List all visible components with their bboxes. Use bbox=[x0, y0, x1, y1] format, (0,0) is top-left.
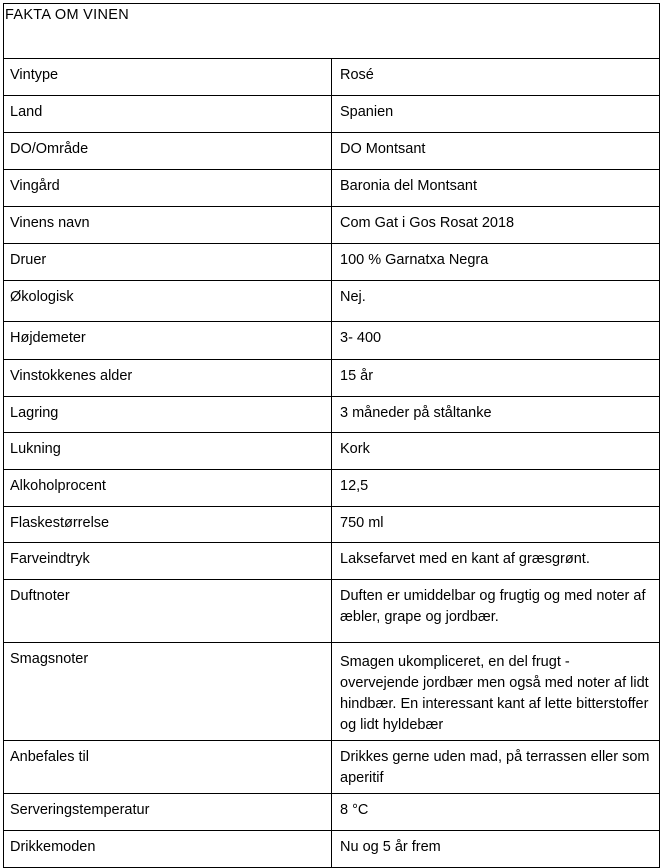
row-label: Anbefales til bbox=[4, 741, 332, 794]
row-value: Kork bbox=[332, 433, 660, 470]
row-value: 3 måneder på ståltanke bbox=[332, 397, 660, 433]
row-serveringstemperatur bbox=[4, 794, 660, 831]
row-value: 100 % Garnatxa Negra bbox=[332, 244, 660, 281]
row-label: Lukning bbox=[4, 433, 332, 470]
row-value: Laksefarvet med en kant af græsgrønt. bbox=[332, 543, 660, 580]
row-label: Lagring bbox=[4, 397, 332, 433]
row-vinens-navn bbox=[4, 207, 660, 244]
row-value: 8 °C bbox=[332, 794, 660, 831]
row-value: Nej. bbox=[332, 281, 660, 322]
row-smagsnoter bbox=[4, 643, 660, 741]
row-value: Nu og 5 år frem bbox=[332, 831, 660, 868]
row-hoejdemeter bbox=[4, 322, 660, 360]
row-label: Druer bbox=[4, 244, 332, 281]
row-label: Serveringstemperatur bbox=[4, 794, 332, 831]
row-label: Flaskestørrelse bbox=[4, 507, 332, 543]
row-value: Com Gat i Gos Rosat 2018 bbox=[332, 207, 660, 244]
row-value: Drikkes gerne uden mad, på terrassen eller som aperitif bbox=[332, 741, 660, 794]
row-land bbox=[4, 96, 660, 133]
row-value: Duften er umiddelbar og frugtig og med noter af æbler, grape og jordbær. bbox=[332, 580, 660, 643]
wine-facts-sheet bbox=[3, 3, 660, 868]
row-label: Vinstokkenes alder bbox=[4, 360, 332, 397]
row-label: Land bbox=[4, 96, 332, 133]
title-row bbox=[4, 4, 660, 59]
row-do-omraade bbox=[4, 133, 660, 170]
row-vingaard bbox=[4, 170, 660, 207]
row-label: Vingård bbox=[4, 170, 332, 207]
row-druer bbox=[4, 244, 660, 281]
row-value: 15 år bbox=[332, 360, 660, 397]
row-label: Farveindtryk bbox=[4, 543, 332, 580]
row-label: Økologisk bbox=[4, 281, 332, 322]
row-label: DO/Område bbox=[4, 133, 332, 170]
row-label: Alkoholprocent bbox=[4, 470, 332, 507]
row-value: 12,5 bbox=[332, 470, 660, 507]
row-value: Rosé bbox=[332, 59, 660, 96]
row-vintype bbox=[4, 59, 660, 96]
row-vinstokkenes-alder bbox=[4, 360, 660, 397]
row-lukning bbox=[4, 433, 660, 470]
row-drikkemoden bbox=[4, 831, 660, 868]
row-value: Spanien bbox=[332, 96, 660, 133]
row-label: Højdemeter bbox=[4, 322, 332, 360]
row-farveindtryk bbox=[4, 543, 660, 580]
row-value: Baronia del Montsant bbox=[332, 170, 660, 207]
row-label: Duftnoter bbox=[4, 580, 332, 643]
row-flaskestoerrelse bbox=[4, 507, 660, 543]
row-value: 3- 400 bbox=[332, 322, 660, 360]
row-label: Drikkemoden bbox=[4, 831, 332, 868]
row-label: Smagsnoter bbox=[4, 643, 332, 741]
row-duftnoter bbox=[4, 580, 660, 643]
row-value: DO Montsant bbox=[332, 133, 660, 170]
wine-facts-table bbox=[3, 3, 660, 868]
row-value: 750 ml bbox=[332, 507, 660, 543]
row-lagring bbox=[4, 397, 660, 433]
row-label: Vintype bbox=[4, 59, 332, 96]
row-label: Vinens navn bbox=[4, 207, 332, 244]
row-alkoholprocent bbox=[4, 470, 660, 507]
row-oekologisk bbox=[4, 281, 660, 322]
table-title: FAKTA OM VINEN bbox=[4, 4, 660, 59]
row-anbefales-til bbox=[4, 741, 660, 794]
row-value: Smagen ukompliceret, en del frugt - overvejende jordbær men også med noter af lidt hindbær. En interessant kant af lette bitterstoffer og lidt hyldebær bbox=[332, 643, 660, 741]
